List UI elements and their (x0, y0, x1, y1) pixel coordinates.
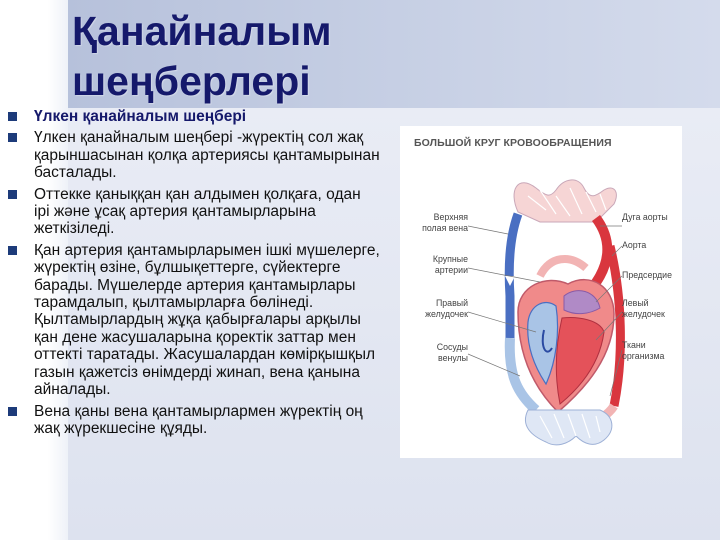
bullet-square-icon (8, 407, 17, 416)
bullet-item (8, 129, 380, 181)
bullet-square-icon (8, 133, 17, 142)
label-large-arteries: Крупные артерии (432, 254, 468, 275)
label-body-tissues: Ткани организма (622, 340, 665, 361)
bullet-item (8, 403, 380, 438)
great-vessels (540, 259, 586, 276)
label-venules: Сосуды венулы (436, 342, 468, 363)
bullet-list (8, 108, 380, 441)
circulation-diagram (400, 126, 682, 458)
bullet-text: Оттекке қаныққан қан алдымен қолқаға, одан ірі және ұсақ артерия қантамырларына жеткізіледі. (34, 185, 361, 238)
slide-title: Қанайналым шеңберлері (72, 8, 332, 104)
upper-capillary-net (514, 180, 616, 222)
label-left-ventricle: Левый желудочек (622, 298, 665, 319)
bullet-text: Үлкен қанайналым шеңбері -жүректің сол жақ қарыншасынан қолқа артериясы қантамырынан басталады. (34, 129, 380, 182)
bullet-square-icon (8, 190, 17, 199)
bullet-text: Қан артерия қантамырларымен ішкі мүшелерге, жүректің өзіне, бұлшықеттерге, сүйектерге барады. Мүшелерде артерия қантамырлары тарамдалып, қылтамырларға бөлінеді. Қылтамырлардың жұқа қабырғалары арқылы қан дене жасушаларына қоректік заттар мен оттекті таратады. Жасушалардан көмірқышқыл газын қажетсіз өнімдерді жинап, вена қанына айналады. (34, 241, 380, 399)
circulation-illustration (400, 126, 682, 458)
bullet-item (8, 186, 380, 238)
bullet-item (8, 108, 380, 125)
label-atrium: Предсердие (622, 270, 672, 280)
label-aorta: Аорта (622, 240, 647, 250)
bullet-square-icon (8, 246, 17, 255)
figure-title: БОЛЬШОЙ КРУГ КРОВООБРАЩЕНИЯ (414, 137, 612, 149)
bullet-item (8, 242, 380, 399)
bullet-square-icon (8, 112, 17, 121)
bullet-text: Үлкен қанайналым шеңбері (34, 108, 247, 125)
bullet-text: Вена қаны вена қантамырлармен жүректің оң жақ жүрекшесіне құяды. (34, 402, 363, 437)
label-aortic-arch: Дуга аорты (622, 212, 668, 222)
label-right-ventricle: Правый желудочек (425, 298, 468, 319)
label-superior-vena-cava: Верхняя полая вена (422, 212, 468, 233)
